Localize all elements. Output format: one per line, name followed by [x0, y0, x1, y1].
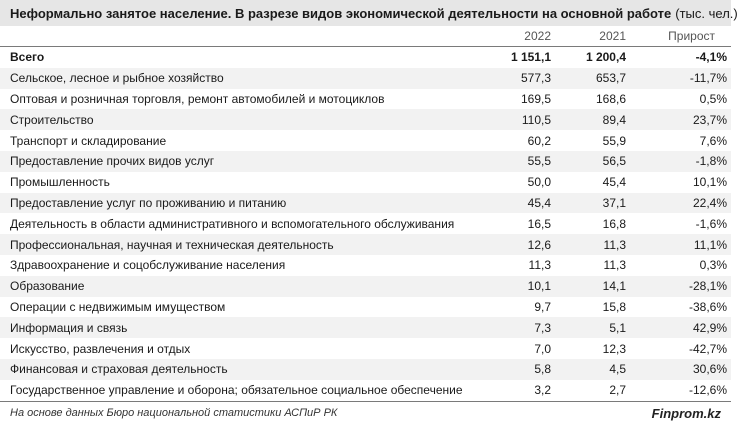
table-body	[0, 47, 731, 402]
table-row	[0, 317, 731, 338]
cell-2022: 577,3	[470, 68, 555, 89]
cell-growth: -28,1%	[630, 276, 731, 297]
cell-2021: 16,8	[602, 216, 626, 231]
cell-name: Сельское, лесное и рыбное хозяйство	[0, 68, 470, 89]
cell-growth: -38,6%	[688, 299, 727, 314]
cell-name: Государственное управление и оборона; обязательное социальное обеспечение	[0, 380, 470, 401]
cell-2022: 11,3	[528, 258, 551, 273]
cell-2021: 45,4	[602, 175, 626, 190]
cell-name: Предоставление услуг по проживанию и питанию	[0, 193, 470, 214]
cell-2021: 89,4	[555, 109, 630, 130]
header-growth: Прирост	[630, 26, 731, 47]
table-row	[0, 338, 731, 359]
data-table	[0, 26, 731, 402]
brand-logo: Finprom.kz	[651, 405, 721, 421]
cell-name: Операции с недвижимым имуществом	[10, 299, 226, 314]
cell-2021: 168,6	[595, 91, 626, 106]
cell-growth: 0,5%	[699, 91, 727, 106]
cell-name: Информация и связь	[0, 317, 470, 338]
cell-name: Искусство, развлечения и отдых	[10, 341, 191, 356]
table-row	[0, 234, 731, 255]
table-row-total	[0, 47, 731, 68]
cell-growth: 30,6%	[630, 359, 731, 380]
cell-growth: 23,7%	[630, 109, 731, 130]
cell-2021: 4,5	[555, 359, 630, 380]
cell-2021: 14,1	[555, 276, 630, 297]
table-row	[0, 297, 731, 318]
table-row	[0, 68, 731, 89]
cell-2022: 7,0	[534, 341, 551, 356]
cell-name: Профессиональная, научная и техническая деятельность	[0, 234, 470, 255]
cell-name: Строительство	[0, 109, 470, 130]
header-row	[0, 26, 731, 47]
source-note: На основе данных Бюро национальной статистики АСПиР РК	[10, 407, 338, 419]
table-row	[0, 193, 731, 214]
table-row	[0, 89, 731, 110]
cell-name: Финансовая и страховая деятельность	[0, 359, 470, 380]
cell-growth: -1,8%	[630, 151, 731, 172]
cell-2022: 110,5	[470, 109, 555, 130]
cell-2021: 12,3	[602, 341, 626, 356]
cell-name: Всего	[10, 50, 45, 65]
cell-2021: 653,7	[555, 68, 630, 89]
cell-2022: 7,3	[470, 317, 555, 338]
cell-2021: 55,9	[602, 133, 626, 148]
cell-growth: 42,9%	[630, 317, 731, 338]
table-row	[0, 276, 731, 297]
cell-2021: 56,5	[555, 151, 630, 172]
table-row	[0, 151, 731, 172]
cell-2022: 12,6	[470, 234, 555, 255]
table-row	[0, 213, 731, 234]
cell-name: Образование	[0, 276, 470, 297]
cell-2021: 37,1	[555, 193, 630, 214]
cell-2022: 9,7	[534, 299, 551, 314]
cell-name: Деятельность в области административного и вспомогательного обслуживания	[10, 216, 455, 231]
cell-2021: 11,3	[555, 234, 630, 255]
table-row	[0, 130, 731, 151]
cell-name: Здравоохранение и соцобслуживание населения	[10, 258, 286, 273]
cell-2022: 10,1	[470, 276, 555, 297]
cell-2021: 15,8	[602, 299, 626, 314]
cell-2022: 1 151,1	[510, 50, 551, 65]
footer	[0, 402, 731, 424]
cell-2022: 45,4	[470, 193, 555, 214]
cell-2021: 2,7	[555, 380, 630, 401]
cell-growth: 11,1%	[630, 234, 731, 255]
cell-2022: 16,5	[527, 216, 551, 231]
cell-2022: 3,2	[470, 380, 555, 401]
cell-name: Транспорт и складирование	[10, 133, 167, 148]
cell-growth: 0,3%	[699, 258, 727, 273]
cell-2022: 169,5	[520, 91, 551, 106]
cell-growth: -1,6%	[695, 216, 727, 231]
cell-2022: 55,5	[470, 151, 555, 172]
table-row	[0, 172, 731, 193]
table-row	[0, 380, 731, 401]
table-unit: (тыс. чел.)	[675, 5, 738, 21]
cell-growth: -12,6%	[630, 380, 731, 401]
cell-growth: -11,7%	[630, 68, 731, 89]
table-title: Неформально занятое население. В разрезе видов экономической деятельности на основной работе	[10, 5, 672, 21]
title-bar	[0, 0, 738, 26]
cell-name: Предоставление прочих видов услуг	[0, 151, 470, 172]
header-2022: 2022	[470, 26, 555, 47]
cell-2022: 50,0	[527, 175, 551, 190]
table-row	[0, 109, 731, 130]
cell-growth: -42,7%	[688, 341, 727, 356]
cell-2022: 60,2	[527, 133, 551, 148]
header-2021: 2021	[555, 26, 630, 47]
cell-2021: 11,3	[603, 258, 626, 273]
cell-2021: 5,1	[555, 317, 630, 338]
cell-growth: 10,1%	[692, 175, 727, 190]
cell-growth: -4,1%	[695, 50, 727, 65]
cell-name: Промышленность	[10, 175, 110, 190]
table-row	[0, 359, 731, 380]
table-row	[0, 255, 731, 276]
cell-name: Оптовая и розничная торговля, ремонт автомобилей и мотоциклов	[10, 91, 385, 106]
cell-growth: 7,6%	[699, 133, 727, 148]
cell-growth: 22,4%	[630, 193, 731, 214]
cell-2022: 5,8	[470, 359, 555, 380]
header-name	[0, 26, 470, 47]
cell-2021: 1 200,4	[585, 50, 626, 65]
